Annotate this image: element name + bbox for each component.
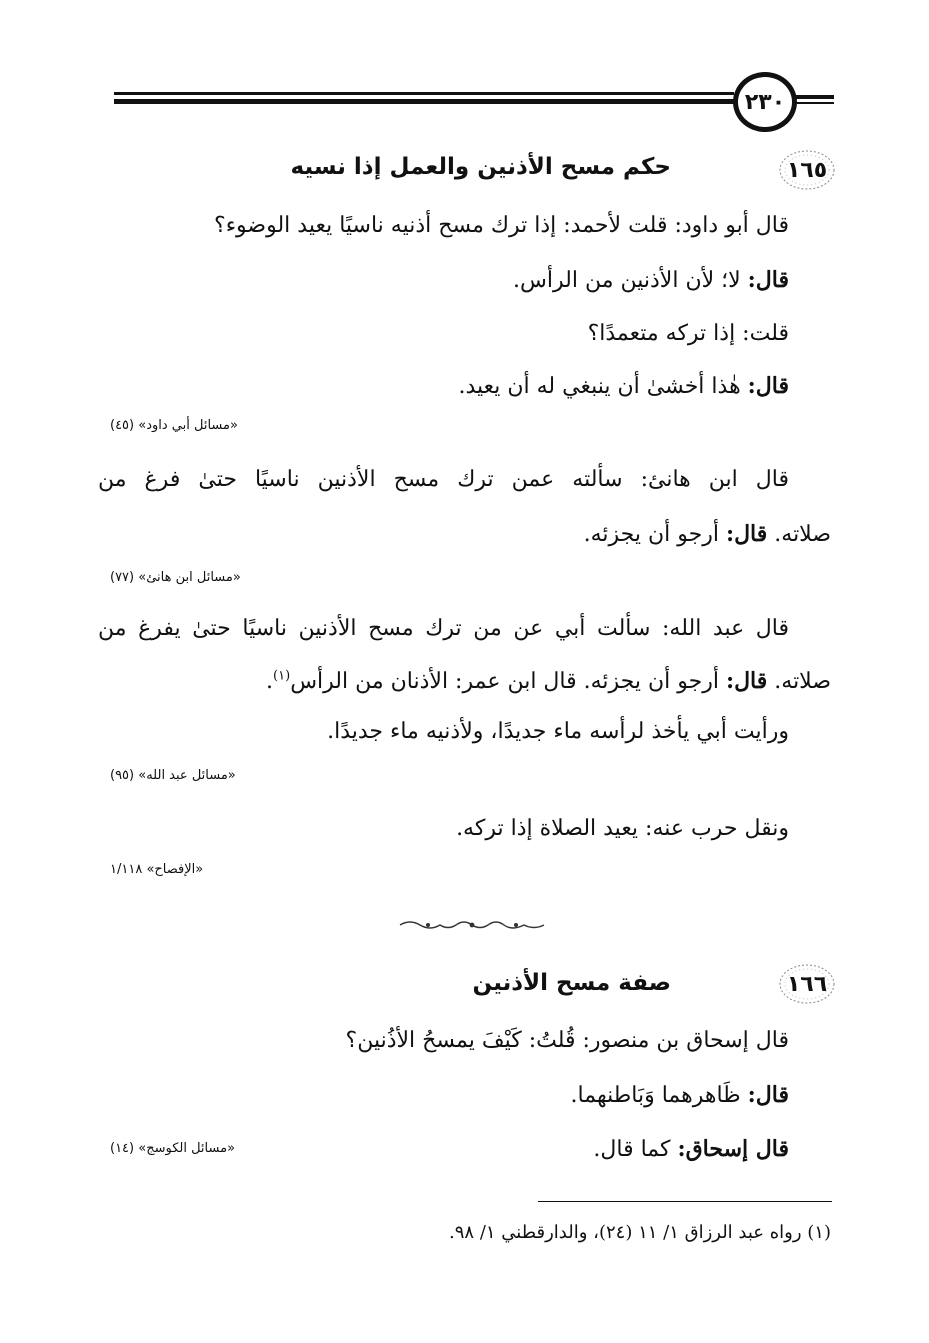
line-text: قلت: إذا تركه متعمدًا؟ <box>587 321 789 346</box>
header-rule-right-2 <box>796 102 834 104</box>
line-text: هٰذا أخشىٰ أن ينبغي له أن يعيد. <box>458 374 748 399</box>
text-line <box>214 213 789 238</box>
line-text: ظَاهرهما وَبَاطنهما. <box>570 1083 748 1108</box>
source-citation: «مسائل الكوسج» (١٤) <box>110 1141 236 1156</box>
ornament-divider-icon <box>398 918 546 932</box>
speaker-label: قال: <box>725 521 768 547</box>
text-line <box>588 321 789 346</box>
text-line: قال عبد الله: سألت أبي عن من ترك مسح الأذنين ناسيًا حتىٰ يفرغ من <box>98 616 789 641</box>
line-text: صلاته. <box>767 669 831 694</box>
text-line: قال إسحاق بن منصور: قُلتُ: كَيْفَ يمسحُ الأذُنين؟ <box>345 1028 789 1053</box>
footnote: (١) رواه عبد الرزاق ١/ ١١ (٢٤)، والدارقطني ١/ ٩٨. <box>449 1222 831 1243</box>
section-number: ١٦٦ <box>786 971 828 997</box>
speaker-label: قال: <box>747 1082 789 1108</box>
text-line <box>571 1082 789 1108</box>
source-citation: «الإفصاح» ١/١١٨ <box>110 862 204 877</box>
section-title: صفة مسح الأذنين <box>472 970 671 996</box>
text-line <box>593 1136 789 1162</box>
line-text: كما قال. <box>593 1137 678 1162</box>
source-citation: «مسائل ابن هانئ» (٧٧) <box>110 570 241 585</box>
header-rule-bottom <box>114 99 734 104</box>
speaker-label: قال: <box>747 373 789 399</box>
line-text: قال أبو داود: قلت لأحمد: إذا ترك مسح أذنيه ناسيًا يعيد الوضوء؟ <box>214 213 789 238</box>
source-citation: «مسائل عبد الله» (٩٥) <box>110 768 236 783</box>
text-line <box>266 668 831 694</box>
text-line <box>458 373 789 399</box>
text-line: ورأيت أبي يأخذ لرأسه ماء جديدًا، ولأذنيه ماء جديدًا. <box>327 719 789 744</box>
page-number: ٢٣٠ <box>733 72 797 132</box>
line-text: لا؛ لأن الأذنين من الرأس. <box>513 268 748 293</box>
text-line: ونقل حرب عنه: يعيد الصلاة إذا تركه. <box>456 816 789 841</box>
line-text: أرجو أن يجزئه. <box>583 522 726 547</box>
text-line <box>584 521 831 547</box>
section-number-badge <box>778 149 836 191</box>
section-number: ١٦٥ <box>786 157 828 183</box>
line-text: صلاته. <box>767 522 831 547</box>
line-text: أرجو أن يجزئه. قال ابن عمر: الأذنان من الرأس <box>290 669 726 694</box>
header-rule-right <box>796 95 834 99</box>
section-title: حكم مسح الأذنين والعمل إذا نسيه <box>290 154 671 180</box>
section-number-badge <box>778 963 836 1005</box>
speaker-label: قال: <box>747 267 789 293</box>
footnote-rule <box>538 1201 832 1202</box>
period: . <box>266 669 274 694</box>
speaker-label: قال: <box>725 668 768 694</box>
footnote-marker: (١) <box>273 668 291 684</box>
source-citation: «مسائل أبي داود» (٤٥) <box>110 418 238 433</box>
text-line <box>513 267 789 293</box>
text-line: قال ابن هانئ: سألته عمن ترك مسح الأذنين ناسيًا حتىٰ فرغ من <box>98 467 789 492</box>
header-rule-top <box>114 92 734 95</box>
speaker-label: قال إسحاق: <box>677 1136 789 1162</box>
